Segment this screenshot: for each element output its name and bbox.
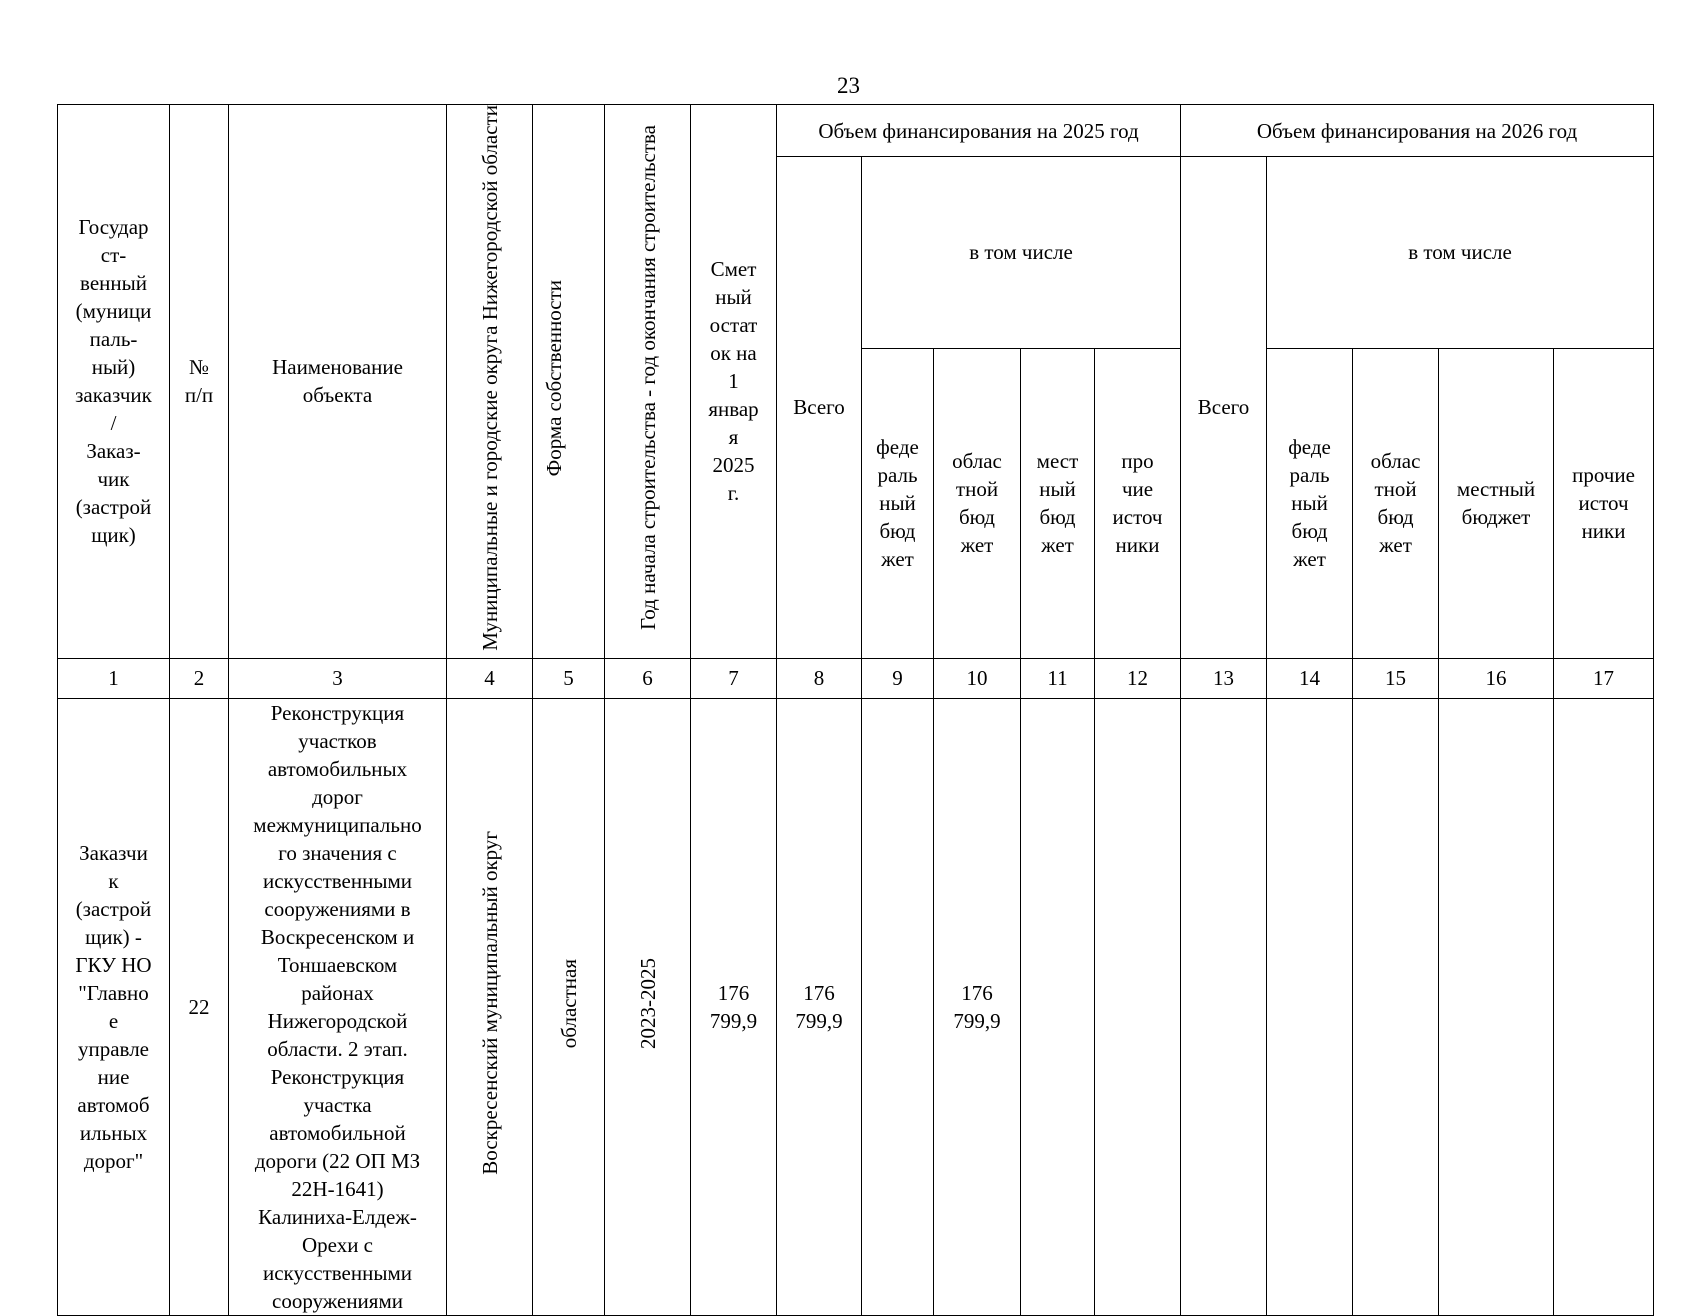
column-number: 12 xyxy=(1095,658,1181,698)
row-estimated-balance: 176 799,9 xyxy=(691,698,777,1315)
row-object-name: Реконструкция участков автомобильных дорог межмуниципально го значения с искусственными сооружениями в Воскресенском и Тоншаевском районах Нижегородской области. 2 этап. Реконструкция участка автомобильной дороги (22 ОП МЗ 22Н-1641) Калиниха-Елдеж- Орехи с искусственными сооружениями xyxy=(229,698,447,1315)
column-number: 15 xyxy=(1353,658,1439,698)
header-including-2026: в том числе xyxy=(1267,157,1654,349)
column-number: 6 xyxy=(605,658,691,698)
column-number: 7 xyxy=(691,658,777,698)
header-municipality-text: Муниципальные и городские округа Нижегородской области xyxy=(477,105,502,651)
row-regional-2026 xyxy=(1353,698,1439,1315)
header-row-1 xyxy=(58,105,1654,157)
column-number: 9 xyxy=(862,658,934,698)
header-federal-2025: феде раль ный бюд жет xyxy=(862,348,934,658)
row-municipality xyxy=(447,698,533,1315)
header-total-2026: Всего xyxy=(1181,157,1267,659)
header-estimated-balance: Смет ный остат ок на 1 январ я 2025 г. xyxy=(691,105,777,659)
header-ownership xyxy=(533,105,605,659)
header-total-2025: Всего xyxy=(777,157,862,659)
header-other-2025: про чие источ ники xyxy=(1095,348,1181,658)
column-number: 8 xyxy=(777,658,862,698)
row-ownership-text: областная xyxy=(556,958,581,1048)
column-number: 2 xyxy=(170,658,229,698)
column-number: 17 xyxy=(1554,658,1654,698)
page-number: 23 xyxy=(837,73,860,98)
header-customer: Государ ст- венный (муници паль- ный) заказчик / Заказ- чик (застрой щик) xyxy=(58,105,170,659)
header-object-name: Наименование объекта xyxy=(229,105,447,659)
row-other-2026 xyxy=(1554,698,1654,1315)
column-number: 14 xyxy=(1267,658,1353,698)
header-number: № п/п xyxy=(170,105,229,659)
header-other-2026: прочие источ ники xyxy=(1554,348,1654,658)
row-other-2025 xyxy=(1095,698,1181,1315)
header-local-2026: местный бюджет xyxy=(1439,348,1554,658)
financing-table xyxy=(57,104,1654,1316)
header-years-text: Год начала строительства - год окончания строительства xyxy=(635,125,660,631)
row-ownership xyxy=(533,698,605,1315)
column-number: 4 xyxy=(447,658,533,698)
column-number: 13 xyxy=(1181,658,1267,698)
header-years xyxy=(605,105,691,659)
header-regional-2025: облас тной бюд жет xyxy=(934,348,1021,658)
row-federal-2025 xyxy=(862,698,934,1315)
row-federal-2026 xyxy=(1267,698,1353,1315)
header-funding-2025: Объем финансирования на 2025 год xyxy=(777,105,1181,157)
row-years xyxy=(605,698,691,1315)
header-local-2025: мест ный бюд жет xyxy=(1021,348,1095,658)
header-regional-2026: облас тной бюд жет xyxy=(1353,348,1439,658)
column-number: 5 xyxy=(533,658,605,698)
header-including-2025: в том числе xyxy=(862,157,1181,349)
column-number-row xyxy=(58,658,1654,698)
row-number: 22 xyxy=(170,698,229,1315)
row-total-2026 xyxy=(1181,698,1267,1315)
row-municipality-text: Воскресенский муниципальный округ xyxy=(477,831,502,1176)
row-local-2025 xyxy=(1021,698,1095,1315)
column-number: 16 xyxy=(1439,658,1554,698)
header-municipality xyxy=(447,105,533,659)
row-local-2026 xyxy=(1439,698,1554,1315)
header-ownership-text: Форма собственности xyxy=(541,279,566,477)
table-row xyxy=(58,698,1654,1315)
column-number: 11 xyxy=(1021,658,1095,698)
column-number: 10 xyxy=(934,658,1021,698)
column-number: 1 xyxy=(58,658,170,698)
row-regional-2025: 176 799,9 xyxy=(934,698,1021,1315)
column-number: 3 xyxy=(229,658,447,698)
header-federal-2026: феде раль ный бюд жет xyxy=(1267,348,1353,658)
row-total-2025: 176 799,9 xyxy=(777,698,862,1315)
row-years-text: 2023-2025 xyxy=(635,957,660,1049)
row-customer: Заказчи к (застрой щик) - ГКУ НО "Главно е управле ние автомоб ильных дорог" xyxy=(58,698,170,1315)
header-funding-2026: Объем финансирования на 2026 год xyxy=(1181,105,1654,157)
